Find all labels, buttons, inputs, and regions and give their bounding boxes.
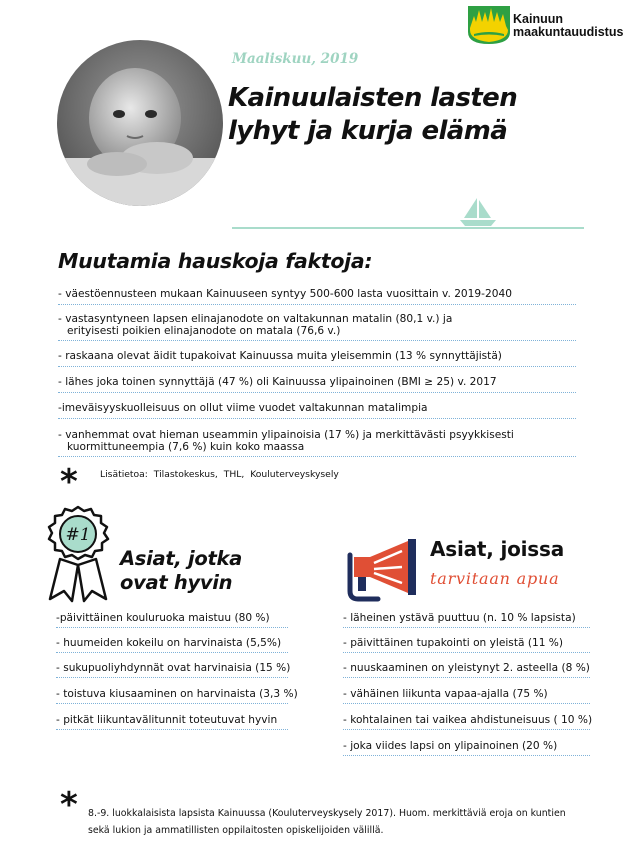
fact-line: - vastasyntyneen lapsen elinajanodote on valtakunnan matalin (80,1 v.) ja (58, 313, 453, 325)
help-item: - vähäinen liikunta vapaa-ajalla (75 %) (343, 688, 590, 704)
megaphone-icon (344, 537, 424, 603)
fact-item (58, 289, 576, 305)
good-item: - pitkät liikuntavälitunnit toteutuvat hyvin (56, 714, 288, 730)
help-item: - nuuskaaminen on yleistynyt 2. asteella (8 %) (343, 662, 590, 678)
sailboat-icon (458, 196, 498, 228)
help-item: - päivittäinen tupakointi on yleistä (11 %) (343, 637, 590, 653)
footnote (88, 806, 628, 839)
more-info: Lisätietoa: Tilastokeskus, THL, Kouluterveyskysely (100, 469, 339, 480)
good-item: - toistuva kiusaaminen on harvinaista (3,3 %) (56, 688, 288, 704)
fact-item (58, 403, 576, 419)
logo-line1: Kainuun (513, 12, 563, 26)
good-title-line2: ovat hyvin (120, 571, 233, 594)
badge-text: #1 (65, 525, 91, 545)
asterisk-icon: * (60, 785, 78, 825)
baby-photo (57, 40, 223, 206)
good-heading (120, 547, 242, 595)
fact-line: - lähes joka toinen synnyttäjä (47 %) oli Kainuussa ylipainoinen (BMI ≥ 25) v. 2017 (58, 376, 497, 388)
help-item: - joka viides lapsi on ylipainoinen (20 %) (343, 740, 590, 756)
fact-line: - raskaana olevat äidit tupakoivat Kainuussa muita yleisemmin (13 % synnyttäjistä) (58, 350, 502, 362)
fact-line: - vanhemmat ovat hieman useammin ylipainoisia (17 %) ja merkittävästi psyykkisesti (58, 429, 514, 441)
facts-heading: Muutamia hauskoja faktoja: (58, 249, 373, 273)
fact-item (58, 314, 576, 341)
logo-line2: maakuntauudistus (513, 25, 624, 39)
title-line1: Kainuulaisten lasten (228, 83, 518, 113)
help-heading: Asiat, joissa (430, 537, 565, 561)
award-ribbon-icon (38, 503, 118, 603)
fact-line: kuormittuneempia (7,6 %) kuin koko maassa (67, 440, 305, 453)
help-item: - läheinen ystävä puuttuu (n. 10 % lapsista) (343, 612, 590, 628)
page-title (228, 82, 517, 148)
fact-line: - väestöennusteen mukaan Kainuuseen syntyy 500-600 lasta vuosittain v. 2019-2040 (58, 288, 512, 300)
good-title-line1: Asiat, jotka (120, 547, 242, 570)
footnote-line1: 8.-9. luokkalaisista lapsista Kainuussa (Kouluterveyskysely 2017). Huom. merkittäviä eroja on kuntien (88, 808, 566, 819)
good-item: - huumeiden kokeilu on harvinaista (5,5%) (56, 637, 288, 653)
fact-item (58, 351, 576, 367)
issue-date: Maaliskuu, 2019 (232, 51, 359, 67)
footnote-line2: sekä lukion ja ammatillisten oppilaitosten opiskelijoiden välillä. (88, 824, 384, 836)
logo (468, 6, 636, 46)
good-item: -päivittäinen kouluruoka maistuu (80 %) (56, 612, 288, 628)
good-item: - sukupuoliyhdynnät ovat harvinaisia (15 %) (56, 662, 288, 678)
asterisk-icon: * (60, 462, 78, 502)
fact-line: erityisesti poikien elinajanodote on matala (76,6 v.) (67, 324, 341, 337)
header-divider (232, 227, 584, 229)
fact-item (58, 430, 576, 457)
title-line2: lyhyt ja kurja elämä (228, 116, 508, 146)
fact-line: -imeväisyyskuolleisuus on ollut viime vuodet valtakunnan matalimpia (58, 402, 428, 414)
logo-tree-icon (468, 6, 510, 44)
fact-item (58, 377, 576, 393)
help-item: - kohtalainen tai vaikea ahdistuneisuus ( 10 %) (343, 714, 590, 730)
help-subheading: tarvitaan apua (430, 569, 560, 588)
